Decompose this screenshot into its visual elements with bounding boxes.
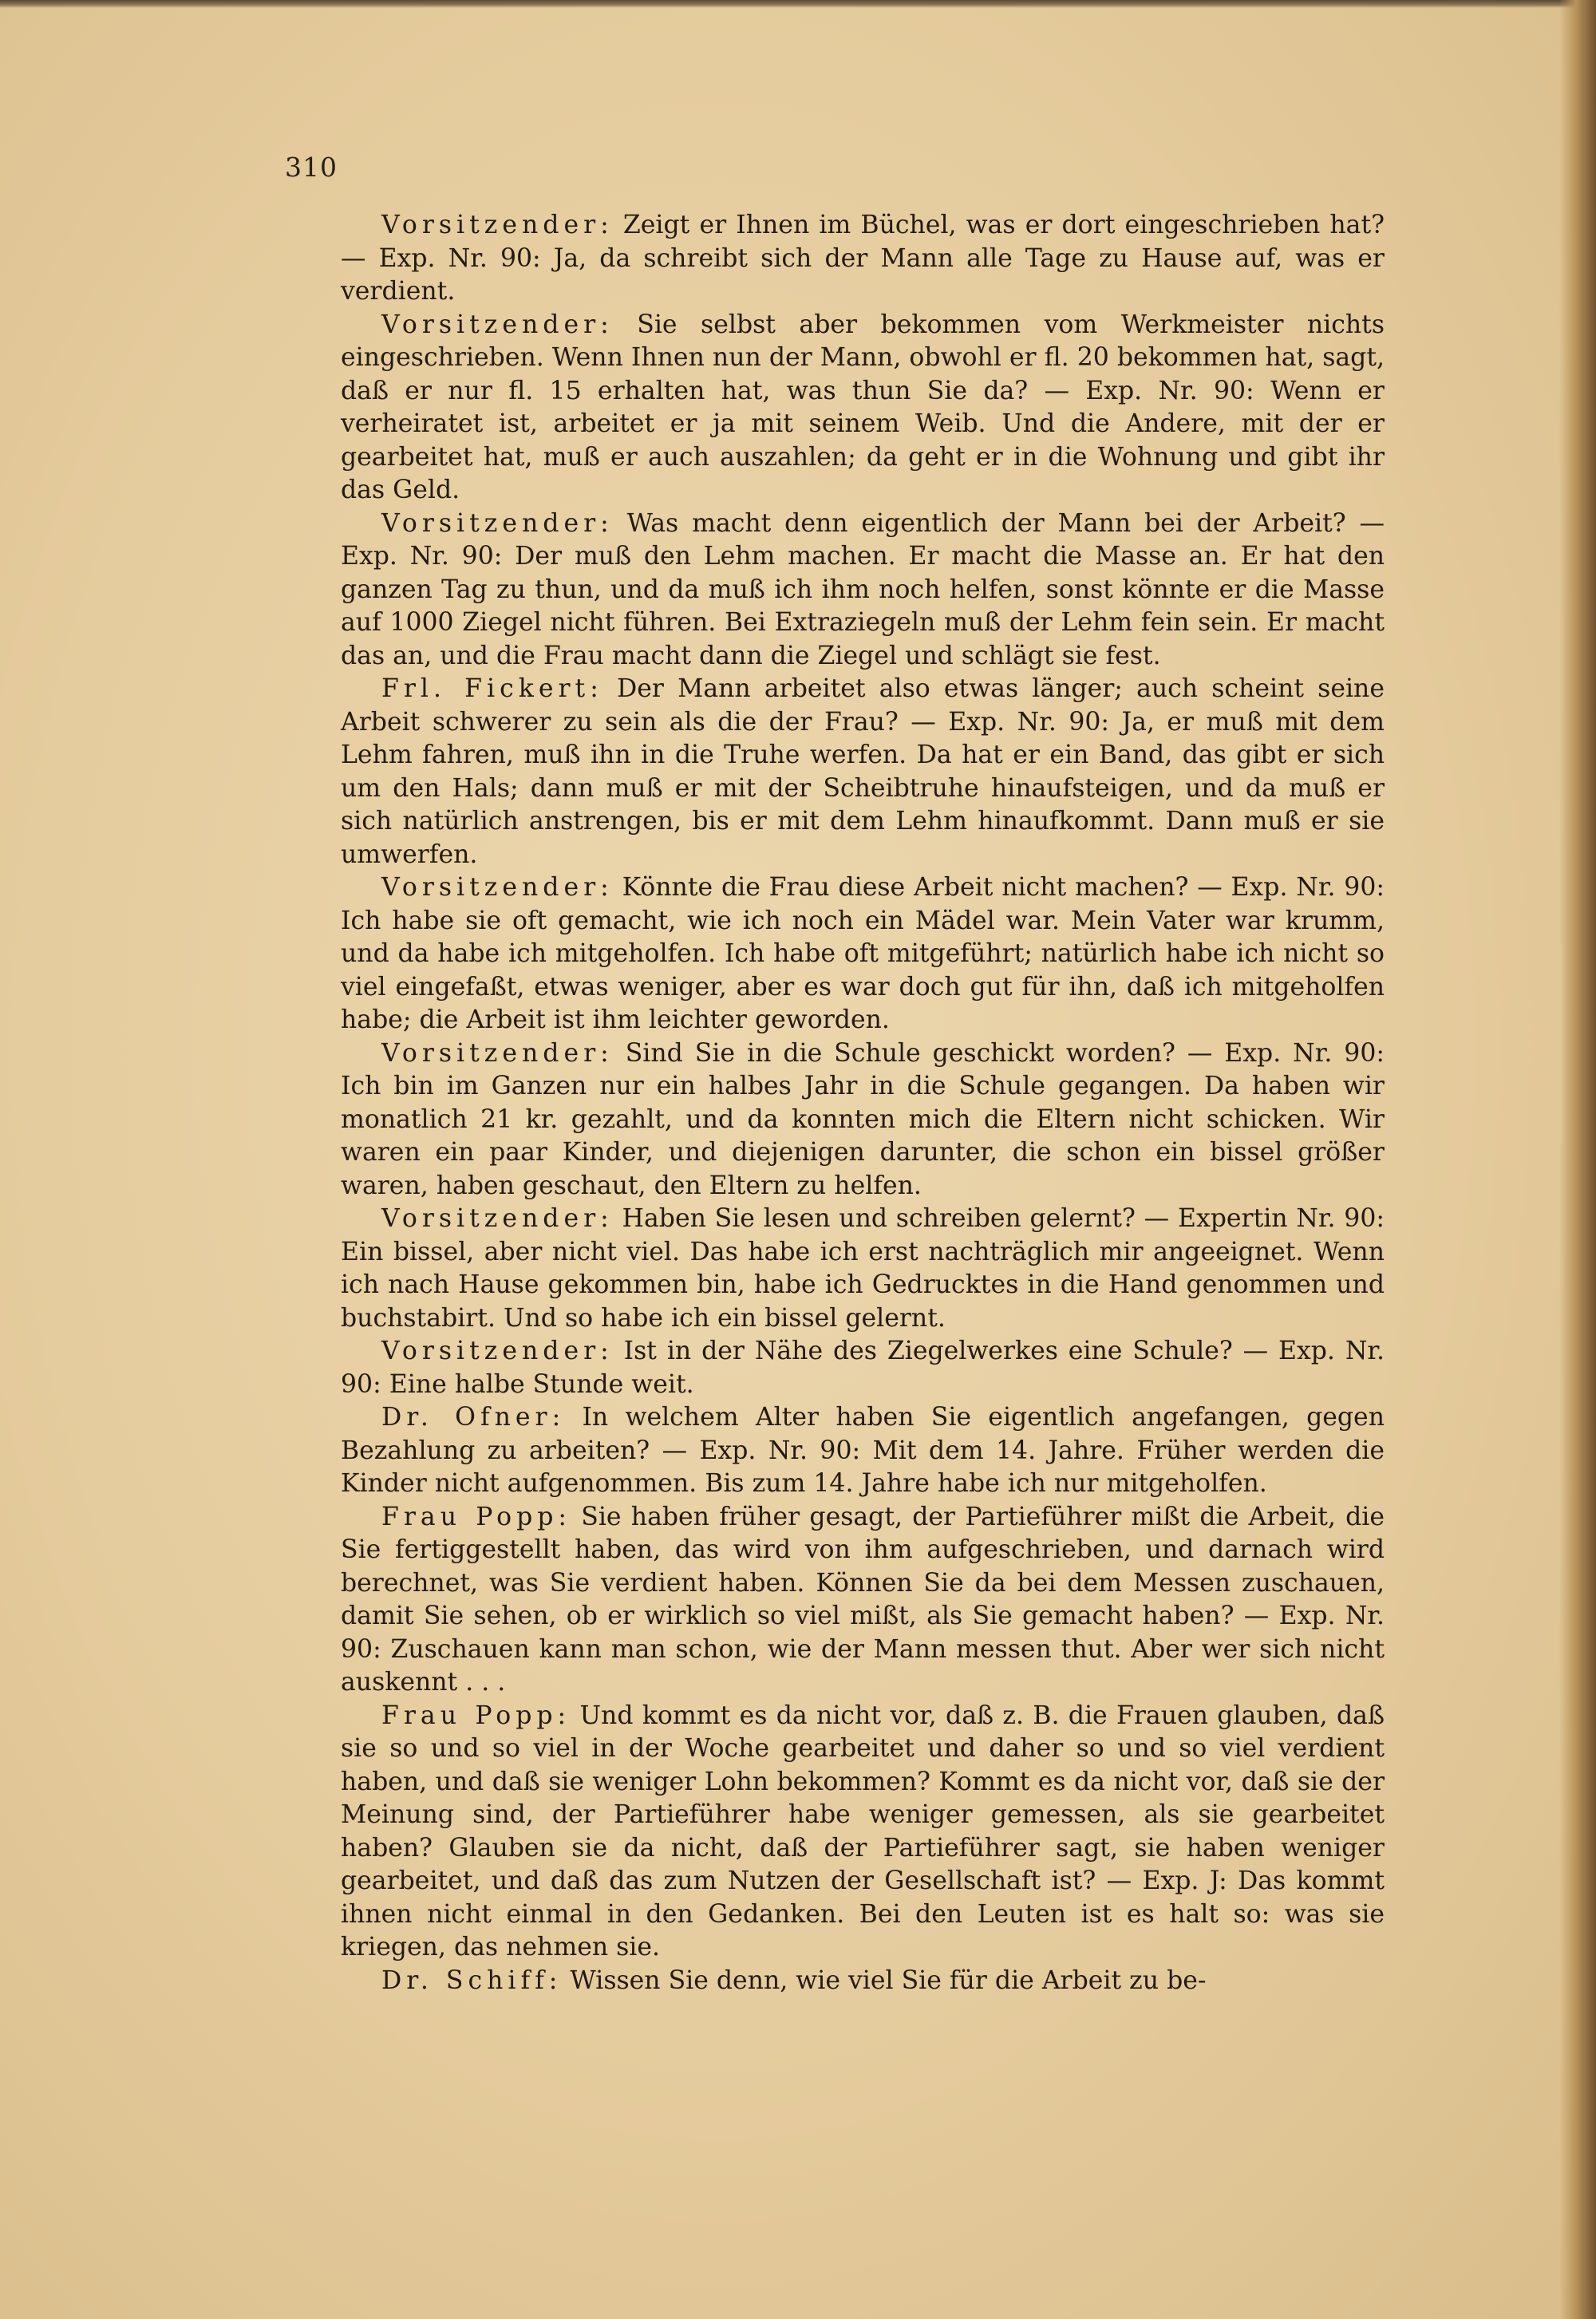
- speaker-name: Vorsitzender:: [381, 1038, 614, 1068]
- paragraph-text: In welchem Alter haben Sie eigentlich angefangen, gegen Bezahlung zu arbeiten? — Exp. Nr. 90: Mit dem 14. Jahre. Früher werden die Kinder nicht aufgenommen. Bis zum 14. Jahre habe ich nur mitgeholfen.: [341, 1403, 1385, 1498]
- speaker-name: Vorsitzender:: [381, 873, 614, 902]
- paragraph-text: Ist in der Nähe des Ziegelwerkes eine Schule? — Exp. Nr. 90: Eine halbe Stunde weit.: [341, 1337, 1385, 1399]
- speaker-name: Vorsitzender:: [381, 1337, 614, 1365]
- speaker-name: Vorsitzender:: [381, 211, 614, 239]
- paragraph-text: Könnte die Frau diese Arbeit nicht machen? — Exp. Nr. 90: Ich habe sie oft gemacht, wie ich noch ein Mädel war. Mein Vater war krumm, und da habe ich mitgeholfen. Ich habe oft mitgeführt; natürlich habe ich nicht so viel eingefaßt, etwas weniger, aber es war doch gut für ihn, daß ich mitgeholfen habe; die Arbeit ist ihm leichter geworden.: [341, 873, 1385, 1034]
- speaker-name: Vorsitzender:: [381, 508, 614, 538]
- paragraph-text: Sie haben früher gesagt, der Partieführer mißt die Arbeit, die Sie fertiggestellt haben, das wird von ihm aufgeschrieben, und darnach wird berechnet, was Sie verdient haben. Können Sie da bei dem Messen zuschauen, damit Sie sehen, ob er wirklich so viel mißt, als Sie gemacht haben? — Exp. Nr. 90: Zuschauen kann man schon, wie der Mann messen thut. Aber wer sich nicht auskennt . . .: [341, 1502, 1385, 1697]
- paragraph: [341, 209, 1385, 309]
- paragraph: [341, 1203, 1385, 1335]
- speaker-name: Vorsitzender:: [381, 1204, 614, 1233]
- page-top-edge: [0, 0, 1596, 8]
- paragraph-text: Und kommt es da nicht vor, daß z. B. die Frauen glauben, daß sie so und so viel in der Woche gearbeitet und daher so und so viel verdient haben, und daß sie weniger Lohn bekommen? Kommt es da nicht vor, daß sie der Meinung sind, der Partieführer habe weniger gemessen, als sie gearbeitet haben? Glauben sie da nicht, daß der Partieführer sagt, sie haben weniger gearbeitet, und daß das zum Nutzen der Gesellschaft ist? — Exp. J: Das kommt ihnen nicht einmal in den Gedanken. Bei den Leuten ist es halt so: was sie kriegen, das nehmen sie.: [341, 1701, 1385, 1961]
- speaker-name: Frl. Fickert:: [381, 674, 603, 703]
- paragraph: [341, 1335, 1385, 1401]
- speaker-name: Vorsitzender:: [381, 310, 614, 339]
- page-number: 310: [285, 152, 338, 183]
- paragraph: [341, 1700, 1385, 1965]
- speaker-name: Frau Popp:: [381, 1502, 572, 1531]
- paragraph-text: Wissen Sie denn, wie viel Sie für die Arbeit zu be-: [562, 1965, 1207, 1995]
- speaker-name: Frau Popp:: [381, 1701, 571, 1730]
- paragraph: [341, 1501, 1385, 1700]
- paragraph: [341, 1037, 1385, 1203]
- body-text: [341, 209, 1385, 1997]
- paragraph: [341, 673, 1385, 871]
- paragraph-text: Zeigt er Ihnen im Büchel, was er dort eingeschrieben hat? — Exp. Nr. 90: Ja, da schreibt sich der Mann alle Tage zu Hause auf, was er verdient.: [341, 211, 1385, 306]
- paragraph: [341, 1965, 1385, 1998]
- paragraph-text: Der Mann arbeitet also etwas länger; auch scheint seine Arbeit schwerer zu sein als die der Frau? — Exp. Nr. 90: Ja, er muß mit dem Lehm fahren, muß ihn in die Truhe werfen. Da hat er ein Band, das gibt er sich um den Hals; dann muß er mit der Scheibtruhe hinaufsteigen, und da muß er sich natürlich anstrengen, bis er mit dem Lehm hinaufkommt. Dann muß er sie umwerfen.: [341, 674, 1385, 869]
- page-gutter-shadow: [1559, 0, 1596, 2319]
- paragraph: [341, 871, 1385, 1037]
- paragraph-text: Haben Sie lesen und schreiben gelernt? — Expertin Nr. 90: Ein bissel, aber nicht viel. Das habe ich erst nachträglich mir angeeignet. Wenn ich nach Hause gekommen bin, habe ich Gedrucktes in die Hand genommen und buchstabirt. Und so habe ich ein bissel gelernt.: [341, 1204, 1385, 1333]
- speaker-name: Dr. Ofner:: [381, 1403, 566, 1432]
- paragraph: [341, 1401, 1385, 1501]
- paragraph-text: Sind Sie in die Schule geschickt worden? — Exp. Nr. 90: Ich bin im Ganzen nur ein halbes Jahr in die Schule gegangen. Da haben wir monatlich 21 kr. gezahlt, und da konnten mich die Eltern nicht schicken. Wir waren ein paar Kinder, und diejenigen darunter, die schon ein bissel größer waren, haben geschaut, den Eltern zu helfen.: [341, 1038, 1385, 1200]
- paragraph-text: Was macht denn eigentlich der Mann bei der Arbeit? — Exp. Nr. 90: Der muß den Lehm machen. Er macht die Masse an. Er hat den ganzen Tag zu thun, und da muß ich ihm noch helfen, sonst könnte er die Masse auf 1000 Ziegel nicht führen. Bei Extraziegeln muß der Lehm fein sein. Er macht das an, und die Frau macht dann die Ziegel und schlägt sie fest.: [341, 508, 1385, 670]
- speaker-name: Dr. Schiff:: [381, 1965, 563, 1995]
- paragraph-text: Sie selbst aber bekommen vom Werkmeister nichts eingeschrieben. Wenn Ihnen nun der Mann, obwohl er fl. 20 bekommen hat, sagt, daß er nur fl. 15 erhalten hat, was thun Sie da? — Exp. Nr. 90: Wenn er verheiratet ist, arbeitet er ja mit seinem Weib. Und die Andere, mit der er gearbeitet hat, muß er auch auszahlen; da geht er in die Wohnung und gibt ihr das Geld.: [341, 310, 1385, 504]
- paragraph: [341, 309, 1385, 508]
- paragraph: [341, 508, 1385, 674]
